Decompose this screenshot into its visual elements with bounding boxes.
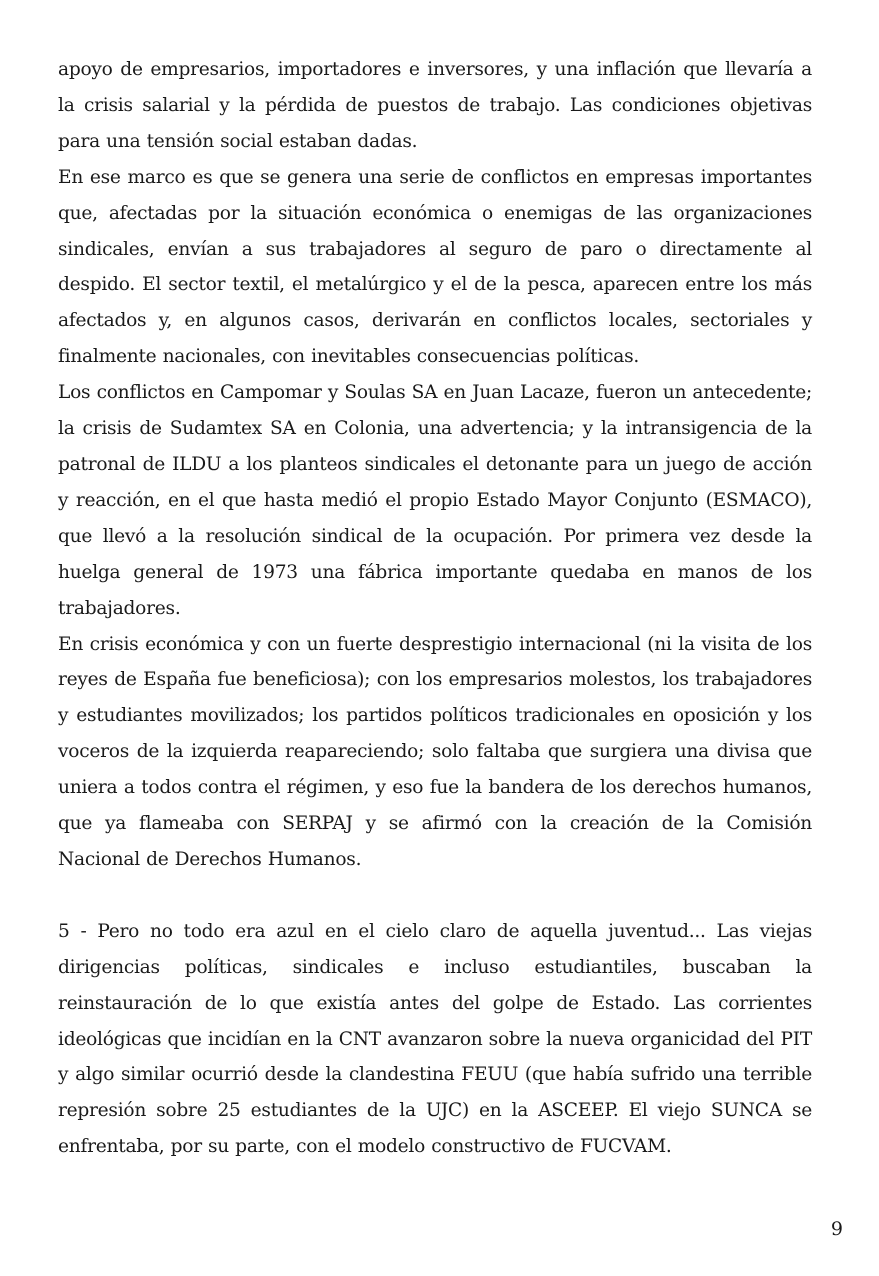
page-body [58, 52, 812, 1165]
paragraph-conflicts: En ese marco es que se genera una serie de conflictos en empresas importantes que, afectadas por la situación económica o enemigas de las organizaciones sindicales, envían a sus trabajadores al seguro de paro o directamente al despido. El sector textil, el metalúrgico y el de la pesca, aparecen entre los más afectados y, en algunos casos, derivarán en conflictos locales, sectoriales y finalmente nacionales, con inevitables consecuencias políticas. [58, 166, 812, 368]
paragraph-inflation: apoyo de empresarios, importadores e inversores, y una inflación que llevaría a la crisis salarial y la pérdida de puestos de trabajo. Las condiciones objetivas para una tensión social estaban dadas. [58, 59, 812, 152]
paragraph-section-5: 5 - Pero no todo era azul en el cielo claro de aquella juventud... Las viejas dirigencias políticas, sindicales e incluso estudiantiles, buscaban la reinstauración de lo que existía antes del golpe de Estado. Las corrientes ideológicas que incidían en la CNT avanzaron sobre la nueva organicidad del PIT y algo similar ocurrió desde la clandestina FEUU (que había sufrido una terrible represión sobre 25 estudiantes de la UJC) en la ASCEEP. El viejo SUNCA se enfrentaba, por su parte, con el modelo constructivo de FUCVAM. [58, 920, 812, 1158]
paragraph-crisis: En crisis económica y con un fuerte desprestigio internacional (ni la visita de los reyes de España fue beneficiosa); con los empresarios molestos, los trabajadores y estudiantes movilizados; los partidos políticos tradicionales en oposición y los voceros de la izquierda reapareciendo; solo faltaba que surgiera una divisa que uniera a todos contra el régimen, y eso fue la bandera de los derechos humanos, que ya flameaba con SERPAJ y se afirmó con la creación de la Comisión Nacional de Derechos Humanos. [58, 633, 812, 870]
paragraph-campomar: Los conflictos en Campomar y Soulas SA en Juan Lacaze, fueron un antecedente; la crisis de Sudamtex SA en Colonia, una advertencia; y la intransigencia de la patronal de ILDU a los planteos sindicales el detonante para un juego de acción y reacción, en el que hasta medió el propio Estado Mayor Conjunto (ESMACO), que llevó a la resolución sindical de la ocupación. Por primera vez desde la huelga general de 1973 una fábrica importante quedaba en manos de los trabajadores. [58, 382, 812, 619]
page-number: 9 [830, 1218, 843, 1240]
paragraph-spacer [58, 878, 812, 914]
